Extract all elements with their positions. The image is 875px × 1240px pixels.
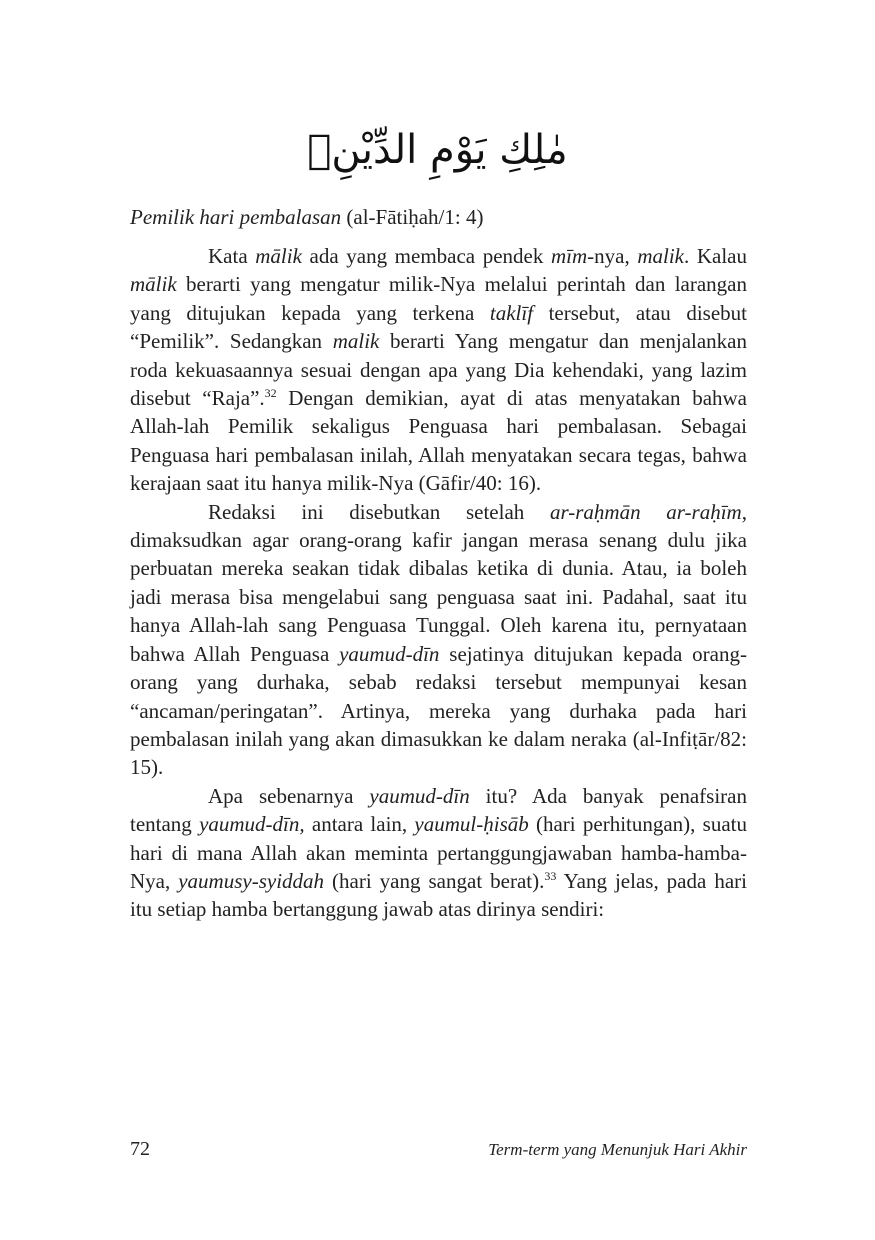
italic-term: mīm [550,244,588,268]
italic-term: malik [332,329,380,354]
italic-term: malik [637,244,684,268]
surah-reference: (al-Fātiḥah/1: 4) [341,205,484,229]
paragraph-3 [130,782,747,924]
verse-translation [130,203,750,231]
arabic-verse: مٰلِكِ يَوْمِ الدِّيْنِۗ [307,127,568,173]
text-run: -nya, [587,244,638,268]
text-run: Apa sebenarnya [208,783,370,808]
text-run: (hari perhitungan), suatu hari di mana Allah akan meminta pertanggungjawaban hamba-hamba-Nya, [130,812,748,893]
text-run: . Kalau [683,244,747,268]
italic-term: yaumul-ḥisāb [414,812,529,837]
text-run: berarti Yang mengatur dan menjalankan roda kekuasaannya sesuai dengan apa yang Dia kehendaki, yang lazim disebut “Raja”. [130,329,747,411]
paragraph-2 [130,498,747,782]
italic-term: yaumud-dīn [369,783,470,808]
text-run: Dengan demikian, ayat di atas menyatakan bahwa Allah-lah Pemilik sekaligus Penguasa hari pembalasan. Sebagai Penguasa hari pembalasan inilah, Allah menyatakan secara tegas, bahwa kerajaan saat itu hanya milik-Nya (Gāfir/40: 16). [130,386,747,496]
text-run: Redaksi ini disebutkan setelah [208,499,550,524]
italic-term: yaumud-dīn, [199,812,305,837]
commentary-body [130,242,747,924]
text-run: Kata [208,244,256,268]
running-title: Term-term yang Menunjuk Hari Akhir [488,1140,747,1159]
italic-term: yaumud-dīn [339,641,440,666]
text-run: antara lain, [304,812,415,837]
text-run: berarti yang mengatur milik-Nya melalui perintah dan larangan yang ditujukan kepada yang terkena [130,272,747,325]
paragraph-1 [130,242,747,498]
text-run: ada yang membaca pendek [301,244,551,268]
italic-term: mālik [255,244,302,268]
page-footer [130,1138,747,1166]
italic-term: taklīf [489,300,534,325]
italic-term: ar-raḥmān ar-raḥīm [550,499,742,524]
italic-term: mālik [130,272,177,297]
text-run: tersebut, atau disebut “Pemilik”. Sedangkan [130,300,747,354]
text-run: , dimaksudkan agar orang-orang kafir jangan merasa senang dulu jika perbuatan mereka seakan tidak dibalas ketika di dunia. Atau, ia boleh jadi merasa bisa mengelabui sang penguasa saat ini. Padahal, saat itu hanya Allah-lah sang Penguasa Tunggal. Oleh karena itu, pernyataan bahwa Allah Penguasa [130,499,747,666]
footnote-marker[interactable]: 33 [544,868,557,883]
text-run: sejatinya ditujukan kepada orang-orang yang durhaka, sebab redaksi tersebut mempunyai kesan “ancaman/peringatan”. Artinya, mereka yang durhaka pada hari pembalasan inilah yang akan dimasukkan ke dalam neraka (al-Infiṭār/82: 15). [130,641,747,780]
page-number: 72 [130,1138,150,1160]
translation-text: Pemilik hari pembalasan [130,205,342,229]
text-run: (hari yang sangat berat). [324,868,545,893]
italic-term: yaumusy-syiddah [178,868,325,893]
text-run: Yang jelas, pada hari itu setiap hamba bertanggung jawab atas dirinya sendiri: [130,868,747,922]
footnote-marker[interactable]: 32 [264,386,277,401]
text-run: itu? Ada banyak penafsiran tentang [130,783,747,837]
